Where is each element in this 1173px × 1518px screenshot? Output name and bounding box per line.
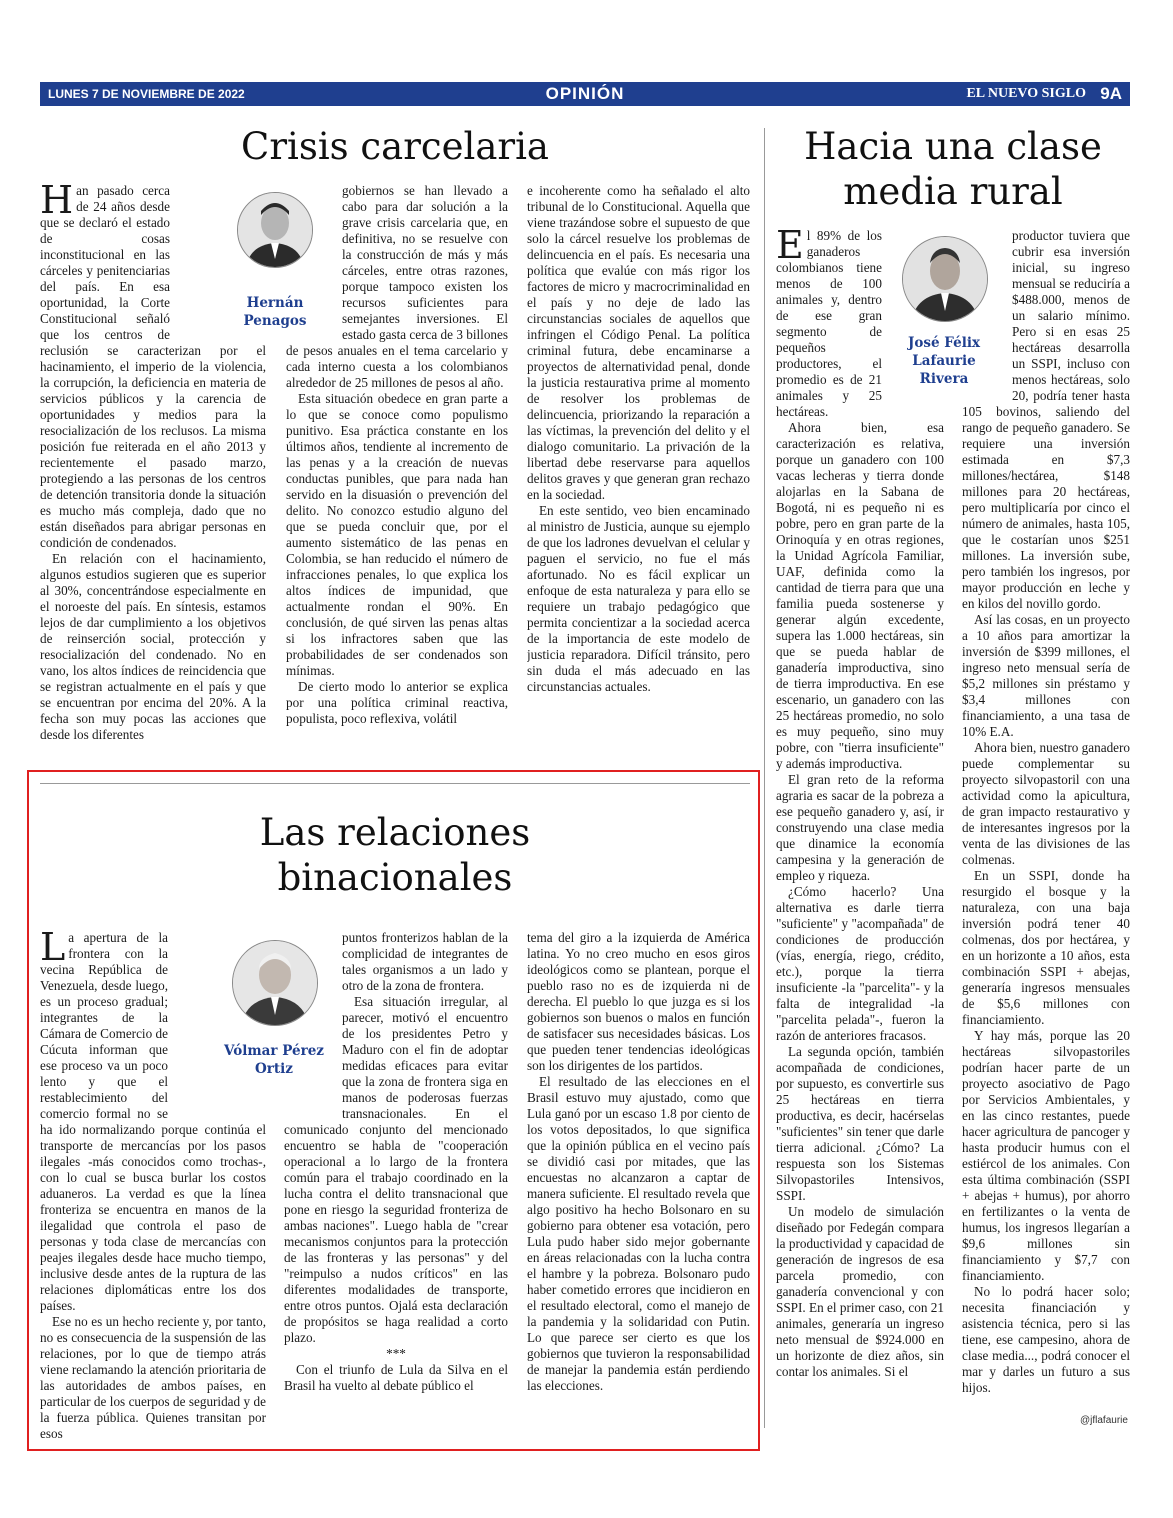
article2-column-1: La apertura de la frontera con la vecina República de Venezuela, desde luego, es un proceso gradual; integrantes de la Cámara de Comercio de Cúcuta informan que ese proceso va un poco lento y que el restablecimiento del comercio formal no se ha ido normalizando porque continúa el transporte de mercancías por los pasos ilegales -más conocidos como trochas-, con lo cual se busca burlar los costos aduaneros. La verdad es que la línea fronteriza se encuentra en manos de la ilegalidad que controla el paso de personas y toda clase de mercancías con peajes ilegales desde hace mucho tiempo, inclusive desde antes de la ruptura de las relaciones diplomáticas entre los dos países. Ese no es un hecho reciente y, por tanto, no es consecuencia de la suspensión de las relaciones, por lo que de tiempo atrás viene reclamando la atención prioritaria de las autoridades de ambos países, en particular de los cuerpos de seguridad y de la fuerza pública. Quienes transitan por esos bbox=[40, 930, 266, 1440]
column-divider bbox=[764, 128, 765, 1428]
article2-author: Vólmar Pérez Ortiz bbox=[224, 1043, 324, 1077]
masthead-paper-name: EL NUEVO SIGLO bbox=[966, 86, 1086, 101]
article2-column-3: tema del giro a la izquierda de América latina. Yo no creo mucho en esos giros ideológicos como se plantean, porque el pueblo raso no es de izquierda ni de derecha. El pueblo lo que juzga es si los gobiernos son buenos o malos en función de satisfacer sus necesidades básicas. Los que pueden tener tendencias ideológicas son los dirigentes de los partidos. El resultado de las elecciones en el Brasil estuvo muy ajustado, como que Lula ganó por un escaso 1.8 por ciento de los votos depositados, lo que significa que la opinión pública en el vecino país se dividió casi por mitades, que las encuestas no alcanzaron a captar de manera suficiente. El resultado revela que algo positivo ha hecho Bolsonaro en su gobierno para obtener esa votación, pero Lula pudo haber sido mejor gobernante en áreas relacionadas con la lucha contra el hambre y la pobreza. Bolsonaro pudo haber cometido errores que incidieron en el resultado electoral, como el manejo de la pandemia y la solidaridad con Putin. Lo que parece ser cierto es que los gobiernos que tuvieron la responsabilidad de manejar la pandemia están perdiendo las elecciones. bbox=[527, 930, 750, 1393]
article3-column-2: productor tuviera que cubrir esa inversión inicial, su ingreso mensual se reduciría a $488.000, menos de un salario mínimo. Pero si en esas 25 hectáreas desarrolla un SSPI, incluso con menos hectáreas, solo 20, podría tener hasta 105 bovinos, saliendo del rango de pequeño ganadero. Se requiere una inversión estimada en $7,3 millones/hectárea, $148 millones para 20 hectáreas, pero multiplicaría por cinco el número de animales, hasta 105, que le costarían unos $251 millones. La inversión sube, pero también los ingresos, por mayor producción en leche y en kilos del novillo gordo. Así las cosas, en un proyecto a 10 años para amortizar la inversión de $399 millones, el ingreso neto mensual sería de $5,2 millones sin préstamo y $3,4 millones con financiamiento, a una tasa de 10% E.A. Ahora bien, nuestro ganadero puede complementar su proyecto silvopastoril con una actividad como la apicultura, de gran impacto restaurativo y de interesantes ingresos por la venta de las divisiones de las colmenas. En un SSPI, donde ha resurgido el bosque y la naturaleza, con una baja inversión podrá tener 40 colmenas, dos por hectárea, y en un horizonte a 10 años, esta combinación SSPI + abejas, generaría ingresos mensuales de $5,6 millones con financiamiento. Y hay más, porque las 20 hectáreas silvopastoriles podrían hacer parte de un proyecto asociativo de Pago por Servicios Ambientales, y en las cinco restantes, puede hacer agricultura de pancoger y hasta producir humus con el estiércol de los animales. Con esta última combinación (SSPI + abejas + humus), por ahorro en fertilizantes o la venta de humus, los ingresos llegarían a $9,6 millones sin financiamiento y $7,7 con financiamiento. No lo podrá hacer solo; necesita financiación y asistencia técnica, pero si las tiene, ese campesino, ahora de clase media..., podrá conocer el mar y darles un futuro a sus hijos. bbox=[962, 228, 1130, 1395]
article3-author: José Félix Lafaurie Rivera bbox=[907, 335, 981, 387]
article1-column-2: gobiernos se han llevado a cabo para dar solución a la grave crisis carcelaria que, en definitiva, no se resuelve con la construcción de más y más cárceles, entre otras razones, porque tampoco existen los recursos suficientes para semejantes inversiones. El estado gasta cerca de 3 billones de pesos anuales en el tema carcelario y cada interno cuesta a los colombianos alrededor de 25 millones de pesos al año. Esta situación obedece en gran parte a lo que se conoce como populismo punitivo. Esa práctica constante en los últimos años, tendiente al incremento de las penas y a la creación de nuevas conductas punibles, que para nada han servido en la disuasión o prevención del delito. No conozco estudio alguno del que se pueda concluir que, por el aumento sistemático de las penas en Colombia, se han reducido el número de infracciones penales, lo que explica los altos índices de impunidad, que actualmente rondan el 90%. En conclusión, de qué sirven las penas altas si los infractores saben que las probabilidades de ser condenados son mínimas. De cierto modo lo anterior se explica por una política criminal reactiva, populista, poco reflexiva, volátil bbox=[286, 183, 508, 726]
masthead-date: LUNES 7 DE NOVIEMBRE DE 2022 bbox=[48, 87, 245, 101]
article3-title: Hacia una clase media rural bbox=[804, 125, 1102, 214]
article3-column-1: El 89% de los ganaderos colombianos tiene menos de 100 animales y, dentro de ese gran segmento de pequeños productores, el promedio es de 21 animales y 25 hectáreas. Ahora bien, esa caracterización es relativa, porque un ganadero con 100 vacas lecheras y tierra donde alojarlas en la Sabana de Bogotá, ni es pequeño ni es pobre, pero en gran parte de la Orinoquía y en otras regiones, la Unidad Agrícola Familiar, UAF, definida como la cantidad de tierra para que una familia pueda sostenerse y generar algún excedente, supera las 1.000 hectáreas, sin que se pueda hablar de ganadería improductiva, sino de tierra improductiva. En ese escenario, un ganadero con las 25 hectáreas promedio, no solo es muy pequeño, sino muy pobre, con "tierra insuficiente" y además improductiva. El gran reto de la reforma agraria es sacar de la pobreza a ese pequeño ganadero y, así, ir construyendo una clase media que dinamice la economía campesina y la generación de empleo y riqueza. ¿Cómo hacerlo? Una alternativa es darle tierra "suficiente" y "acompañada" de condiciones de producción (vías, energía, riego, crédito, etc.), porque la tierra insuficiente -la "parcelita"- y la falta de integralidad -la "parcelita pelada"-, fueron la razón de anteriores fracasos. La segunda opción, también acompañada de condiciones, por supuesto, es convertirle sus 25 hectáreas en tierra productiva, es decir, hacérselas "suficientes" sin tener que darle tierra adicional. ¿Cómo? La respuesta son los Sistemas Silvopastoriles Intensivos, SSPI. Un modelo de simulación diseñado por Fedegán compara la productividad y capacidad de generación de ingresos de esa parcela promedio, con ganadería convencional y con SSPI. En el primer caso, con 21 animales, generaría un ingreso neto mensual de $924.000 en un horizonte de diez años, sin contar los animales. Si el bbox=[776, 228, 944, 1379]
article1-title: Crisis carcelaria bbox=[241, 125, 549, 168]
article2-column-2: puntos fronterizos hablan de la complicidad de integrantes de tales organismos a un lado y otro de la zona de frontera. Esa situación irregular, al parecer, motivó el encuentro de los presidentes Petro y Maduro con el fin de adoptar medidas eficaces para evitar que la zona de frontera siga en manos de poderosas fuerzas transnacionales. En el comunicado conjunto del mencionado encuentro se habla de "cooperación operacional a lo largo de la frontera común para el trabajo coordinado en la lucha contra el delito transnacional que pone en riesgo la seguridad fronteriza de ambas naciones". Luego habla de "crear mecanismos conjuntos para la protección de las fronteras y las personas" y del "reimpulso a nudos críticos" en las diferentes modalidades de transporte, entre otros puntos. Ojalá esta declaración de propósitos se haga realidad a corto plazo. *** Con el triunfo de Lula da Silva en el Brasil ha vuelto al debate público el bbox=[284, 930, 508, 1393]
masthead-section: OPINIÓN bbox=[545, 84, 625, 103]
article2-separator: *** bbox=[386, 1346, 406, 1361]
article2-dropcap: L bbox=[40, 930, 66, 969]
article1-column-3: e incoherente como ha señalado el alto tribunal de lo Constitucional. Aquella que viene trazándose sobre el supuesto de que solo la cárcel resuelve los problemas de delincuencia en el país. Es necesaria una política que evalúe con más rigor los factores de micro y macrocriminalidad en el país y no deje de lado las circunstancias sociales de aquellos que infringen el Código Penal. La política criminal futura, debe encaminarse a proyectos de alternatividad penal, donde la justicia restaurativa prime al momento de resolver los problemas de delincuencia, priorizando la reparación a las víctimas, la prevención del delito y el dialogo comunitario. La privación de la libertad debe reservarse para aquellos delitos graves y que generan gran rechazo en la sociedad. En este sentido, veo bien encaminado al ministro de Justicia, aunque su ejemplo de que los ladrones devuelvan el celular y paguen el servicio, no fue el más afortunado. No es fácil explicar un enfoque de esta naturaleza y para ello se requiere un trabajo pedagógico que permita concientizar a la sociedad acerca de la importancia de este modelo de justicia reparadora. Difícil tránsito, pero sin duda el más adecuado en las circunstancias actuales. bbox=[527, 183, 750, 694]
article3-dropcap: E bbox=[776, 228, 804, 267]
article1-author: Hernán Penagos bbox=[243, 295, 307, 329]
section-divider bbox=[40, 783, 750, 784]
article2-title: Las relaciones binacionales bbox=[259, 811, 531, 900]
masthead-page-number: 9A bbox=[1100, 84, 1122, 103]
article1-dropcap: H bbox=[40, 183, 74, 222]
masthead-bar bbox=[40, 82, 1130, 106]
author-twitter-handle: @jflafaurie bbox=[1080, 1415, 1128, 1426]
article1-column-1: Han pasado cerca de 24 años desde que se declaró el estado de cosas inconstitucional en las cárceles y penitenciarias del país. En esa oportunidad, la Corte Constitucional señaló que los centros de reclusión se caracterizan por el hacinamiento, el imperio de la violencia, la corrupción, la deficiencia en materia de servicios públicos y la carencia de oportunidades y medios para la resocialización de los reclusos. La misma posición fue reiterada en el año 2013 y recientemente el pasado marzo, protegiendo a las personas de los centros de detención transitoria donde la situación es mucho más compleja, dado que no están diseñados para abrigar personas en condición de condenados. En relación con el hacinamiento, algunos estudios sugieren que es superior al 30%, concentrándose especialmente en el noroeste del país. En síntesis, estamos lejos de dar cumplimiento a los objetivos de reinserción social, protección y resocialización del condenado. No en vano, los altos índices de reincidencia que se registran actualmente en el país y que se encuentran por encima del 20%. A la fecha son muy pocas las acciones que desde los diferentes bbox=[40, 183, 266, 742]
